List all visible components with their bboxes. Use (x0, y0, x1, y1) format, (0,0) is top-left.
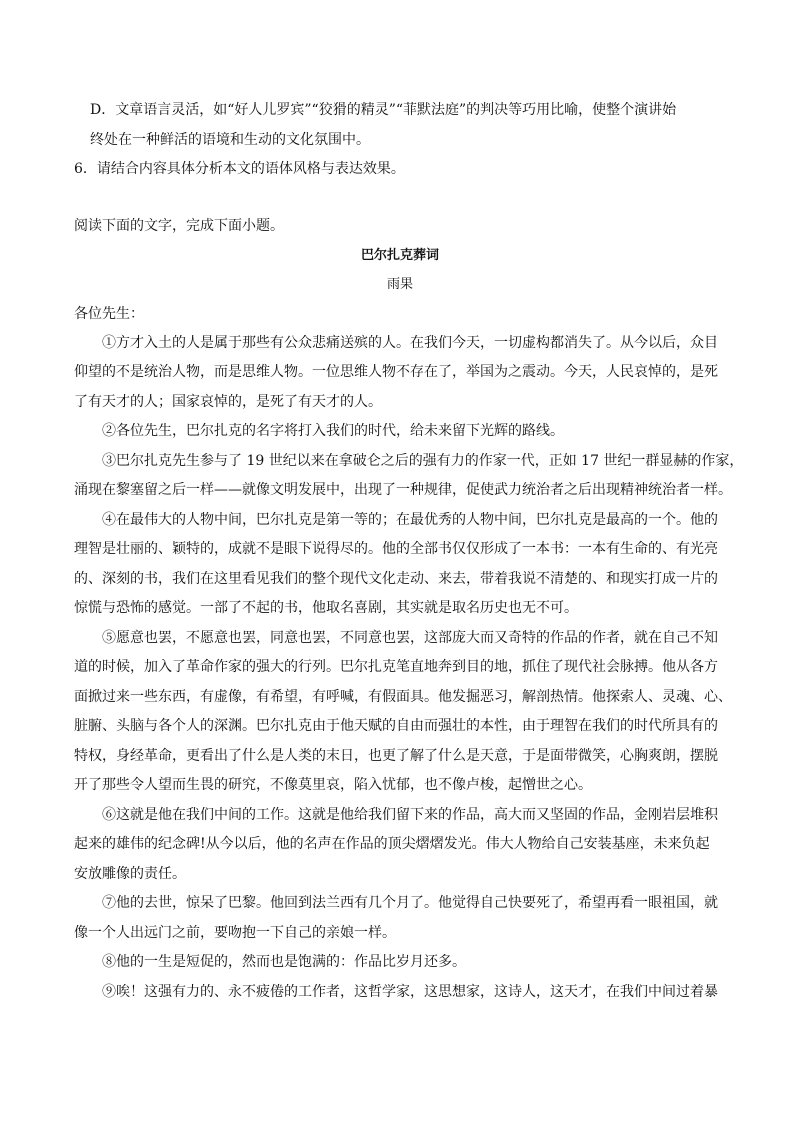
salutation: 各位先生： (74, 306, 144, 322)
paragraph-line: ⑨唉！这强有力的、永不疲倦的工作者，这哲学家，这思想家，这诗人，这天才，在我们中间过着暴 (102, 984, 718, 1000)
paragraph-line: ⑤愿意也罢，不愿意也罢，同意也罢，不同意也罢，这部庞大而又奇特的作品的作者，就在自己不知 (102, 630, 718, 646)
paragraph-line: 特权，身经革命，更看出了什么是人类的末日，也更了解了什么是天意，于是面带微笑，心胸爽朗，摆脱 (74, 748, 718, 764)
paragraph-line: 起来的雄伟的纪念碑!从今以后，他的名声在作品的顶尖熠熠发光。伟大人物给自己安装基座，未来负起 (74, 836, 710, 852)
paragraph-line: ④在最伟大的人物中间，巴尔扎克是第一等的；在最优秀的人物中间，巴尔扎克是最高的一个。他的 (102, 512, 718, 528)
paragraph-line: ⑥这就是他在我们中间的工作。这就是他给我们留下来的作品，高大而又坚固的作品，金刚岩层堆积 (102, 807, 718, 823)
paragraph-line: ⑦他的去世，惊呆了巴黎。他回到法兰西有几个月了。他觉得自己快要死了，希望再看一眼祖国，就 (102, 895, 718, 911)
question-d-line-2: 终处在一种鲜活的语境和生动的文化氛围中。 (90, 132, 370, 148)
paragraph-line: 了有天才的人；国家哀悼的，是死了有天才的人。 (74, 394, 382, 410)
paragraph-line: 理智是壮丽的、颖特的，成就不是眼下说得尽的。他的全部书仅仅形成了一本书：一本有生命的、有光亮 (74, 541, 718, 557)
paragraph-line: 脏腑、头脑与各个人的深渊。巴尔扎克由于他天赋的自由而强壮的本性，由于理智在我们的时代所具有的 (74, 718, 718, 734)
paragraph-line: 仰望的不是统治人物，而是思维人物。一位思维人物不存在了，举国为之震动。今天，人民哀悼的，是死 (74, 364, 718, 380)
paragraph-line: 面掀过来一些东西，有虚像，有希望，有呼喊，有假面具。他发掘恶习，解剖热情。他探索人、灵魂、心、 (74, 689, 732, 705)
question-6: 6．请结合内容具体分析本文的语体风格与表达效果。 (74, 161, 405, 177)
paragraph-line: 涌现在黎塞留之后一样——就像文明发展中，出现了一种规律，促使武力统治者之后出现精神统治者一样。 (74, 482, 732, 498)
essay-title: 巴尔扎克葬词 (360, 248, 439, 263)
paragraph-line: 像一个人出远门之前，要吻抱一下自己的亲娘一样。 (74, 925, 396, 941)
paragraph-line: ②各位先生，巴尔扎克的名字将打入我们的时代，给未来留下光辉的路线。 (102, 423, 564, 439)
paragraph-line: ⑧他的一生是短促的，然而也是饱满的：作品比岁月还多。 (102, 954, 466, 970)
paragraph-line: 的、深刻的书，我们在这里看见我们的整个现代文化走动、来去，带着我说不清楚的、和现实打成一片的 (74, 571, 718, 587)
paragraph-line: ③巴尔扎克先生参与了 19 世纪以来在拿破仑之后的强有力的作家一代，正如 17 世纪一群显赫的作家， (102, 453, 744, 469)
paragraph-line: 惊慌与恐怖的感觉。一部了不起的书，他取名喜剧，其实就是取名历史也无不可。 (74, 600, 578, 616)
paragraph-line: ①方才入土的人是属于那些有公众悲痛送殡的人。在我们今天，一切虚构都消失了。从今以后，众目 (102, 335, 718, 351)
paragraph-line: 道的时候，加入了革命作家的强大的行列。巴尔扎克笔直地奔到目的地，抓住了现代社会脉搏。他从各方 (74, 659, 718, 675)
paragraph-line: 开了那些令人望而生畏的研究，不像莫里哀，陷入忧郁，也不像卢梭，起憎世之心。 (74, 777, 592, 793)
reading-instruction: 阅读下面的文字，完成下面小题。 (74, 218, 284, 234)
essay-author: 雨果 (386, 277, 413, 292)
paragraph-line: 安放雕像的责任。 (74, 866, 186, 882)
question-d-line-1: D．文章语言灵活，如“好人儿罗宾”“狡猾的精灵”“菲默法庭”的判决等巧用比喻，使整个演讲始 (90, 102, 677, 118)
